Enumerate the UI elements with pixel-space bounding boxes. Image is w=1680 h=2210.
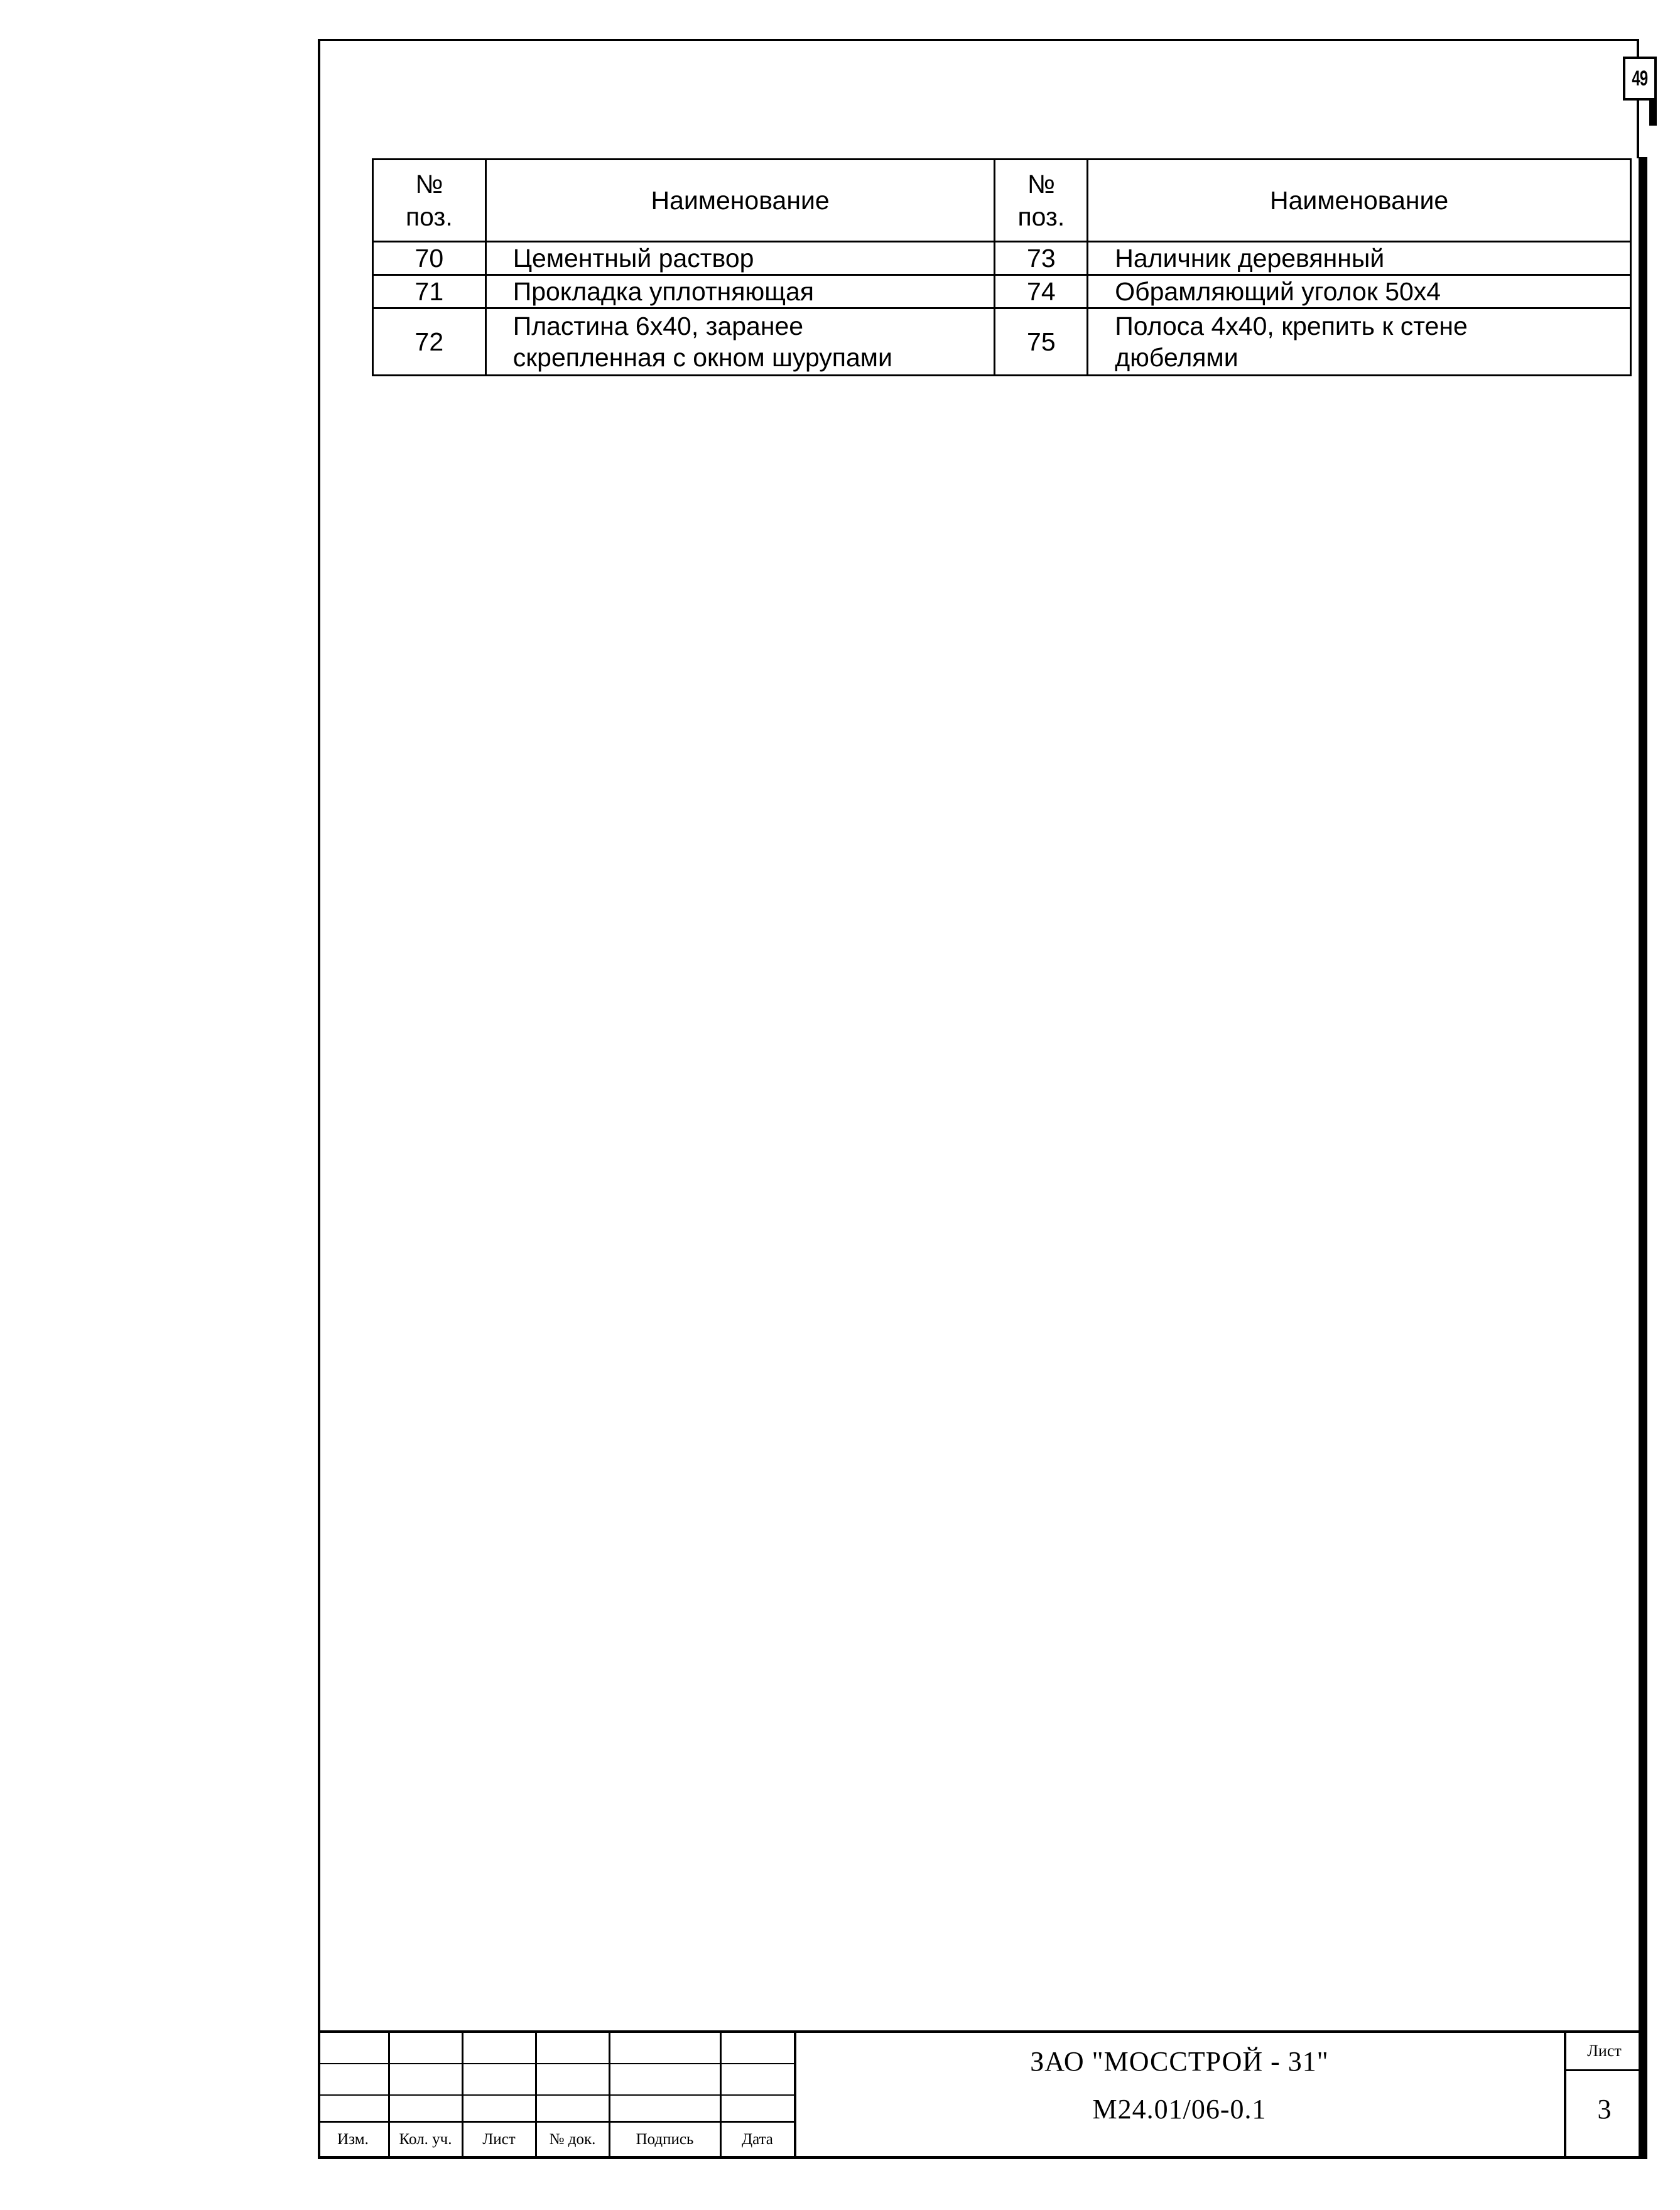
table-row [373,242,1631,275]
frame-right-binding-edge [1639,157,1647,2158]
specification-table [372,158,1632,376]
header-pos-b-line2: поз. [1017,202,1065,231]
pos-cell: 70 [373,242,486,275]
header-pos-b-line1: № [1027,170,1055,199]
document-code: М24.01/06-0.1 [1092,2094,1267,2125]
pos-cell: 75 [995,308,1088,376]
sheet-tab [1623,57,1654,101]
stamp-grid-line [1564,2030,1566,2156]
header-name-a: Наименование [485,160,995,242]
name-cell: Полоса 4х40, крепить к стене дюбелями [1088,308,1631,376]
stamp-label-izm: Изм. [337,2131,369,2148]
stamp-label-kol-uch: Кол. уч. [399,2131,452,2148]
sheet-label: Лист [1587,2042,1622,2060]
sheet-tab-number: 49 [1632,66,1648,90]
header-name-b: Наименование [1088,160,1631,242]
name-cell: Цементный раствор [485,242,995,275]
organization-name: ЗАО "МОССТРОЙ - 31" [1030,2046,1329,2077]
table-row [373,275,1631,308]
pos-cell: 74 [995,275,1088,308]
sheet-number: 3 [1597,2094,1612,2125]
title-block [318,2030,1639,2156]
pos-cell: 73 [995,242,1088,275]
name-cell: Обрамляющий уголок 50х4 [1088,275,1631,308]
header-pos-b [995,160,1088,242]
stamp-label-n-dok: № док. [549,2131,596,2148]
stamp-top-line [318,2030,1639,2033]
stamp-grid-line [1564,2069,1639,2071]
name-cell: Пластина 6х40, заранее скрепленная с окном шурупами [485,308,995,376]
stamp-label-list: Лист [482,2131,516,2148]
table-header-row [373,160,1631,242]
header-pos-a [373,160,486,242]
header-pos-a-line1: № [415,170,443,199]
frame-bottom-edge [318,2156,1647,2159]
header-pos-a-line2: поз. [405,202,453,231]
pos-cell: 71 [373,275,486,308]
name-cell: Наличник деревянный [1088,242,1631,275]
stamp-label-podpis: Подпись [636,2131,694,2148]
table-row [373,308,1631,376]
stamp-label-data: Дата [742,2131,773,2148]
pos-cell: 72 [373,308,486,376]
name-cell: Прокладка уплотняющая [485,275,995,308]
